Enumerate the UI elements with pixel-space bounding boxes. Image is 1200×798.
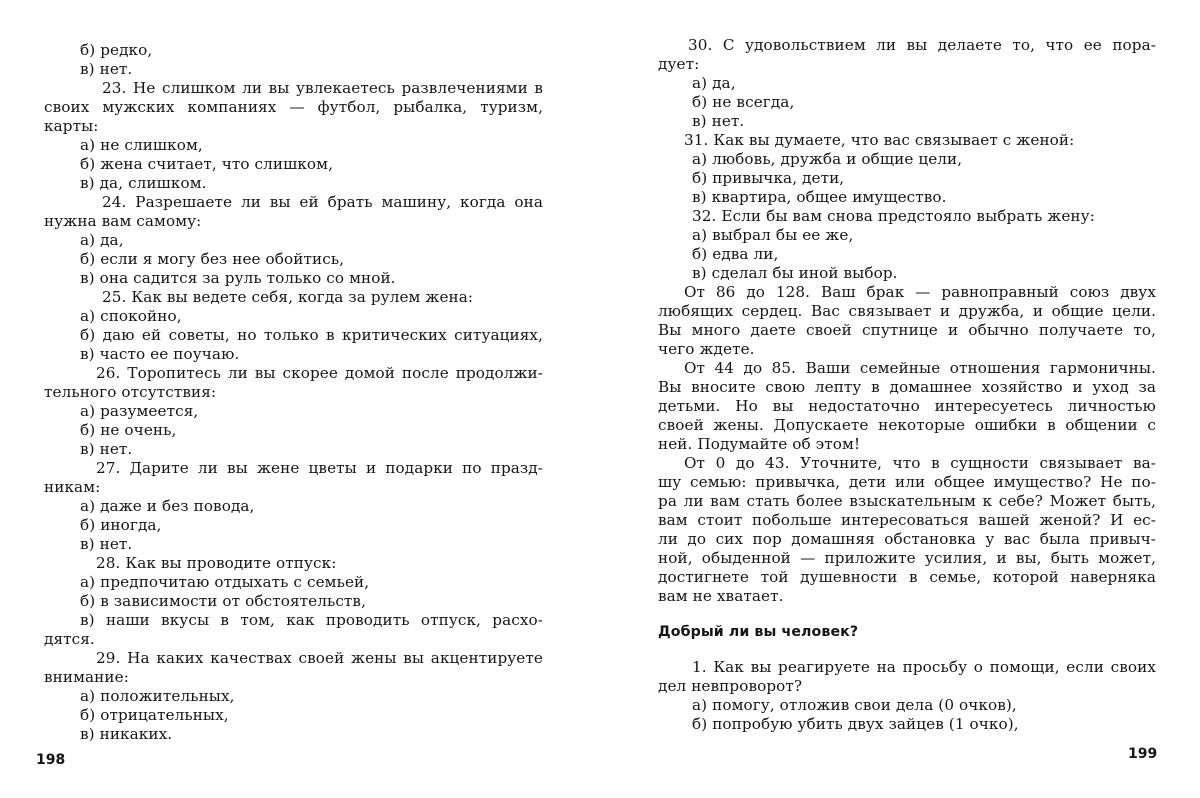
text-line: 29. На каких качествах своей жены вы акцентируете: [44, 649, 543, 668]
text-line: внимание:: [44, 668, 129, 687]
text-line: шу семью: привычка, дети или общее имущество? Не по-: [658, 473, 1156, 492]
text-line: а) разумеется,: [80, 402, 198, 421]
text-line: б) если я могу без нее обойтись,: [80, 250, 344, 269]
text-line: 24. Разрешаете ли вы ей брать машину, когда она: [44, 193, 543, 212]
text-line: Вы вносите свою лепту в домашнее хозяйство и уход за: [658, 378, 1156, 397]
text-line: 30. С удовольствием ли вы делаете то, что ее пора-: [658, 36, 1156, 55]
text-line: а) да,: [692, 74, 736, 93]
text-line: 31. Как вы думаете, что вас связывает с женой:: [684, 131, 1074, 150]
text-line: в) да, слишком.: [80, 174, 207, 193]
text-line: б) жена считает, что слишком,: [80, 155, 333, 174]
text-line: вам стоит побольше интересоваться вашей женой? И ес-: [658, 511, 1156, 530]
text-line: своих мужских компаниях — футбол, рыбалка, туризм,: [44, 98, 543, 117]
text-line: в) нет.: [80, 440, 132, 459]
text-line: своей жены. Допускаете некоторые ошибки в общении с: [658, 416, 1156, 435]
text-line: достигнете той душевности в семье, которой наверняка: [658, 568, 1156, 587]
text-line: а) выбрал бы ее же,: [692, 226, 853, 245]
text-line: а) предпочитаю отдыхать с семьей,: [80, 573, 369, 592]
text-line: Вы много даете своей спутнице и обычно получаете то,: [658, 321, 1156, 340]
text-line: никам:: [44, 478, 100, 497]
text-line: б) не очень,: [80, 421, 176, 440]
text-line: От 44 до 85. Ваши семейные отношения гармоничны.: [658, 359, 1156, 378]
text-line: От 0 до 43. Уточните, что в сущности связывает ва-: [658, 454, 1156, 473]
text-line: а) даже и без повода,: [80, 497, 255, 516]
text-line: б) иногда,: [80, 516, 161, 535]
page-number: 198: [36, 752, 65, 768]
text-line: ней. Подумайте об этом!: [658, 435, 860, 454]
text-line: вам не хватает.: [658, 587, 784, 606]
text-line: б) отрицательных,: [80, 706, 229, 725]
text-line: ной, обыденной — приложите усилия, и вы, быть может,: [658, 549, 1156, 568]
text-line: в) наши вкусы в том, как проводить отпуск, расхо-: [80, 611, 543, 630]
section-heading: Добрый ли вы человек?: [658, 623, 858, 642]
text-line: 27. Дарите ли вы жене цветы и подарки по празд-: [44, 459, 543, 478]
page-number: 199: [1128, 746, 1157, 762]
text-line: а) да,: [80, 231, 124, 250]
text-line: в) сделал бы иной выбор.: [692, 264, 898, 283]
text-line: а) положительных,: [80, 687, 235, 706]
text-line: б) едва ли,: [692, 245, 778, 264]
text-line: чего ждете.: [658, 340, 755, 359]
right-page: [600, 0, 1200, 798]
text-line: 28. Как вы проводите отпуск:: [96, 554, 336, 573]
text-line: 23. Не слишком ли вы увлекаетесь развлечениями в: [44, 79, 543, 98]
text-line: в) часто ее поучаю.: [80, 345, 239, 364]
text-line: а) любовь, дружба и общие цели,: [692, 150, 962, 169]
text-line: в) нет.: [80, 60, 132, 79]
text-line: ра ли вам стать более взыскательным к себе? Может быть,: [658, 492, 1156, 511]
text-line: б) даю ей советы, но только в критических ситуациях,: [80, 326, 543, 345]
text-line: ли до сих пор домашняя обстановка у вас была привыч-: [658, 530, 1156, 549]
text-line: в) никаких.: [80, 725, 172, 744]
text-line: а) помогу, отложив свои дела (0 очков),: [692, 696, 1017, 715]
text-line: в) квартира, общее имущество.: [692, 188, 947, 207]
text-line: в) она садится за руль только со мной.: [80, 269, 396, 288]
text-line: тельного отсутствия:: [44, 383, 216, 402]
text-line: в) нет.: [692, 112, 744, 131]
text-line: От 86 до 128. Ваш брак — равноправный союз двух: [658, 283, 1156, 302]
text-line: б) привычка, дети,: [692, 169, 844, 188]
text-line: любящих сердец. Вас связывает и дружба, и общие цели.: [658, 302, 1156, 321]
text-line: б) редко,: [80, 41, 152, 60]
text-line: карты:: [44, 117, 98, 136]
text-line: дует:: [658, 55, 699, 74]
text-line: б) в зависимости от обстоятельств,: [80, 592, 366, 611]
text-line: а) спокойно,: [80, 307, 182, 326]
left-page: [0, 0, 600, 798]
text-line: дятся.: [44, 630, 95, 649]
text-line: 32. Если бы вам снова предстояло выбрать жену:: [692, 207, 1095, 226]
text-line: б) попробую убить двух зайцев (1 очко),: [692, 715, 1019, 734]
text-line: детьми. Но вы недостаточно интересуетесь личностью: [658, 397, 1156, 416]
text-line: б) не всегда,: [692, 93, 794, 112]
text-line: дел невпроворот?: [658, 677, 802, 696]
text-line: 1. Как вы реагируете на просьбу о помощи, если своих: [658, 658, 1156, 677]
text-line: нужна вам самому:: [44, 212, 201, 231]
text-line: 26. Торопитесь ли вы скорее домой после продолжи-: [44, 364, 543, 383]
text-line: а) не слишком,: [80, 136, 203, 155]
text-line: в) нет.: [80, 535, 132, 554]
text-line: 25. Как вы ведете себя, когда за рулем жена:: [102, 288, 473, 307]
